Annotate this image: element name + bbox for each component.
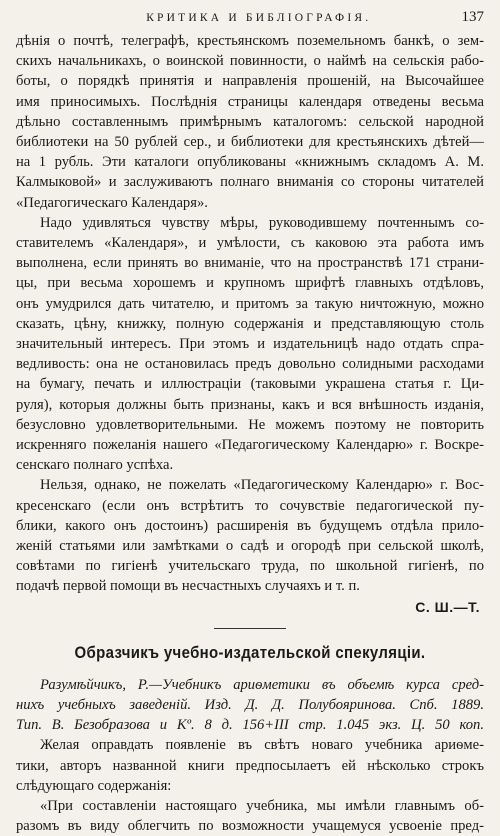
text-line: дѣнія о почтѣ, телеграфѣ, крестьянскомъ поземельномъ банкѣ, о зем- xyxy=(16,33,484,49)
text-line: цы, при весьма хорошемъ и крупномъ шрифтѣ главныхъ отдѣловъ, xyxy=(16,275,484,292)
text-line: совѣтами по гигіенѣ учительскаго труда, по школьной гигіенѣ, по xyxy=(16,558,484,575)
author-signature: С. Ш.—Т. xyxy=(415,598,480,615)
text-line: «При составленіи настоящаго учебника, мы имѣли главнымъ об- xyxy=(40,797,484,814)
text-line: Надо удивляться чувству мѣры, руководившему почтеннымъ со- xyxy=(40,214,484,231)
text-line: слѣдующаго содержанія: xyxy=(16,777,172,794)
text-line: скихъ начальникахъ, о воинской повинности, о наймѣ на сельскія рабо- xyxy=(16,53,484,70)
text-line: искренняго пожеланія нашего «Педагогическому Календарю» г. Воскре- xyxy=(16,437,484,454)
text-line: безусловно удовлетворительными. Не можемъ поэтому не повторить xyxy=(16,416,484,433)
text-line: онъ умудрился дать читателю, и притомъ за такую ничтожную, можно xyxy=(16,295,484,312)
text-line: Разумѣйчикъ, Р.—Учебникъ ариѳметики въ объемѣ курса сред- xyxy=(40,676,484,693)
text-line: ставителемъ «Календаря», и умѣлости, съ каковою эта работа имъ xyxy=(16,235,484,252)
text-line: блики, какого онъ достоинъ) расширенія въ будущемъ отдѣла прило- xyxy=(16,517,484,534)
page-number: 137 xyxy=(461,9,484,25)
text-line: библиотеки на 50 рублей сер., и библиотеки для крестьянскихъ дѣтей— xyxy=(16,134,484,151)
text-line: кресенскаго (если онъ встрѣтитъ то сочувствіе педагогической пу- xyxy=(16,497,484,514)
text-line: сенскаго полнаго успѣха. xyxy=(16,457,174,474)
text-line: Тип. В. Безобразова и Кº. 8 д. 156+III стр. 1.045 экз. Ц. 50 коп. xyxy=(16,717,484,734)
paragraph-review-intro xyxy=(16,735,484,796)
text-line: ведливость: она не остановилась предъ довольно солидными расходами xyxy=(16,356,484,373)
text-line: боты, о порядкѣ принятія и направленія прошеній, на Высочайшее xyxy=(16,73,484,90)
running-title: КРИТИКА И БИБЛІОГРАФІЯ. xyxy=(146,12,372,24)
text-line: нихъ учебныхъ заведеній. Изд. Д. Д. Полубояринова. Спб. 1889. xyxy=(16,696,484,713)
paragraph-calendar-contents xyxy=(16,31,484,213)
text-line: сказать, цѣну, книжку, полную содержанія и представляющую столь xyxy=(16,315,484,332)
bibliographic-entry xyxy=(16,675,484,736)
text-line: на 1 рубль. Эти каталоги опубликованы «книжнымъ складомъ А. М. xyxy=(16,154,484,171)
section-heading: Образчикъ учебно-издательской спекуляціи. xyxy=(74,642,426,662)
text-line: выполнена, если принять во вниманіе, что на пространствѣ 171 страни- xyxy=(16,255,484,272)
text-line: «Педагогическаго Календаря». xyxy=(16,194,208,211)
text-line: Нельзя, однако, не пожелать «Педагогическому Календарю» г. Вос- xyxy=(40,477,484,494)
running-header xyxy=(16,9,484,31)
text-line: Желая оправдать появленіе въ свѣтъ новаго учебника ариѳме- xyxy=(40,737,484,754)
text-line: разомъ въ виду облегчить по возможности учащемуся усвоеніе пред- xyxy=(16,818,484,835)
text-line: на бумагу, печать и иллюстраціи (таковыми украшена статья г. Ци- xyxy=(16,376,484,393)
text-line: женій статьями или замѣтками о садѣ и огородѣ при сельской школѣ, xyxy=(16,538,484,555)
text-line: дѣльно составленнымъ примѣрнымъ каталогомъ: сельской народной xyxy=(16,113,484,130)
text-line: тики, авторъ названной книги предпосылаетъ ей нѣсколько строкъ xyxy=(16,757,484,774)
paragraph-wish xyxy=(16,475,484,596)
text-line: руля), которыя должны быть признаны, какъ и вся внѣшность изданія, xyxy=(16,396,484,413)
text-line: имя приносимыхъ. Послѣднія страницы календаря отведены весьма xyxy=(16,93,484,110)
section-divider xyxy=(214,628,286,629)
paragraph-author-quote xyxy=(16,796,484,836)
text-line: значительный интересъ. При этомъ и издательницѣ надо отдать спра- xyxy=(16,336,484,353)
text-line: подачѣ первой помощи въ несчастныхъ случаяхъ и т. п. xyxy=(16,578,360,595)
text-line: Калмыковой» и заслуживаютъ полнаго вниманія со стороны читателей xyxy=(16,174,484,191)
paragraph-praise xyxy=(16,213,484,476)
